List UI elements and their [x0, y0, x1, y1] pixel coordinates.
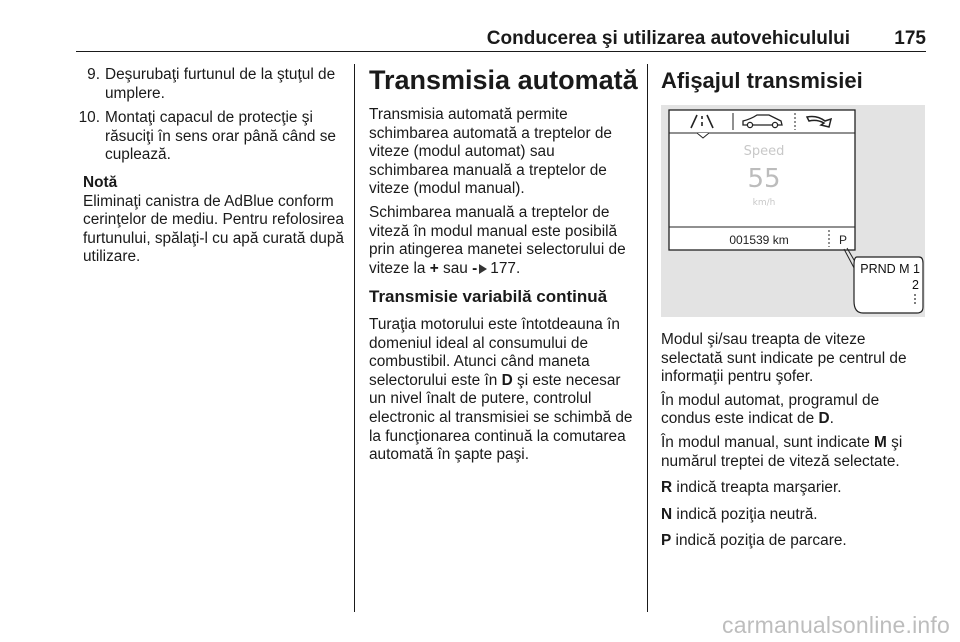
legend-item: P indică poziţia de parcare.	[661, 532, 847, 550]
column-3	[661, 66, 929, 556]
paragraph: Transmisia automată permite schimbarea automată a treptelor de viteze (modul automat) sau schimbarea manuală a treptelor de viteze (modul manual).	[369, 106, 612, 198]
plus-symbol: +	[429, 259, 439, 277]
list-item-number: 9.	[87, 66, 100, 83]
column-divider-2	[647, 64, 648, 612]
legend-item: N indică poziţia neutră.	[661, 505, 818, 523]
speed-value: 55	[747, 164, 781, 194]
note-block	[76, 174, 344, 267]
paragraph: În modul automat, programul de condus este indicat de D.	[661, 391, 880, 428]
section-title-automatic-transmission: Transmisia automată	[369, 65, 638, 95]
list-item-number: 10.	[78, 109, 100, 127]
gear-key-r: R	[661, 479, 673, 497]
gear-key-m: M	[874, 433, 887, 451]
gear-key-p: P	[661, 532, 672, 550]
list-item	[76, 109, 344, 165]
list-item-text: Montaţi capacul de protecţie şi răsuciţi în sens orar până când se cuplează.	[105, 109, 336, 164]
paragraph: Turaţia motorului este întotdeauna în domeniul ideal al consumului de combustibil. Atunci când maneta selectorului este în D şi este necesar un nivel înalt de putere, controlul electronic al transmisiei se schimbă de la funcţionarea continuă la comutarea automată în şapte paşi.	[369, 315, 633, 464]
gear-number: 2	[912, 278, 919, 292]
subsection-title: Transmisie variabilă continuă	[369, 287, 608, 307]
header-rule	[76, 51, 926, 52]
paragraph: Modul şi/sau treapta de viteze selectată sunt indicate pe centrul de informaţii pentru şofer.	[661, 331, 907, 386]
gear-indicator: P	[838, 233, 848, 247]
page-reference: 177.	[490, 259, 521, 277]
transmission-display-figure	[661, 105, 925, 317]
watermark: carmanualsonline.info	[722, 612, 950, 638]
note-text: Eliminaţi canistra de AdBlue conform cerinţelor de mediu. Pentru refolosirea furtunului, spălaţi-l cu apă curată după utilizare.	[83, 192, 344, 266]
running-header: Conducerea şi utilizarea autovehiculului	[486, 28, 850, 49]
column-divider-1	[354, 64, 355, 612]
legend-item: R indică treapta marşarier.	[661, 479, 842, 497]
section-title-transmission-display: Afişajul transmisiei	[661, 68, 863, 93]
paragraph: În modul manual, sunt indicate M şi numărul treptei de viteză selectate.	[661, 433, 903, 470]
list-item-text: Deşurubaţi furtunul de la ştuţul de umplere.	[105, 66, 336, 102]
note-label: Notă	[83, 173, 118, 191]
page-reference-icon	[479, 264, 487, 274]
list-item	[76, 66, 344, 103]
more-gears-dots	[914, 294, 916, 304]
gear-key-n: N	[661, 505, 673, 523]
paragraph: Schimbarea manuală a treptelor de viteză în modul manual este posibilă prin atingerea manetei selectorului de viteze la + sau - 177.	[369, 203, 626, 277]
minus-symbol: -	[472, 259, 478, 277]
page-number: 175	[894, 28, 926, 49]
cluster-illustration	[661, 105, 925, 317]
column-1	[76, 66, 344, 267]
speed-label: Speed	[743, 144, 785, 159]
odometer-readout: 001539 km	[729, 233, 789, 247]
speed-unit: km/h	[752, 198, 776, 208]
gear-sequence: PRND M 1	[860, 262, 920, 276]
gear-key-d: D	[501, 371, 513, 389]
column-2	[369, 66, 637, 470]
gear-key-d: D	[818, 410, 830, 428]
